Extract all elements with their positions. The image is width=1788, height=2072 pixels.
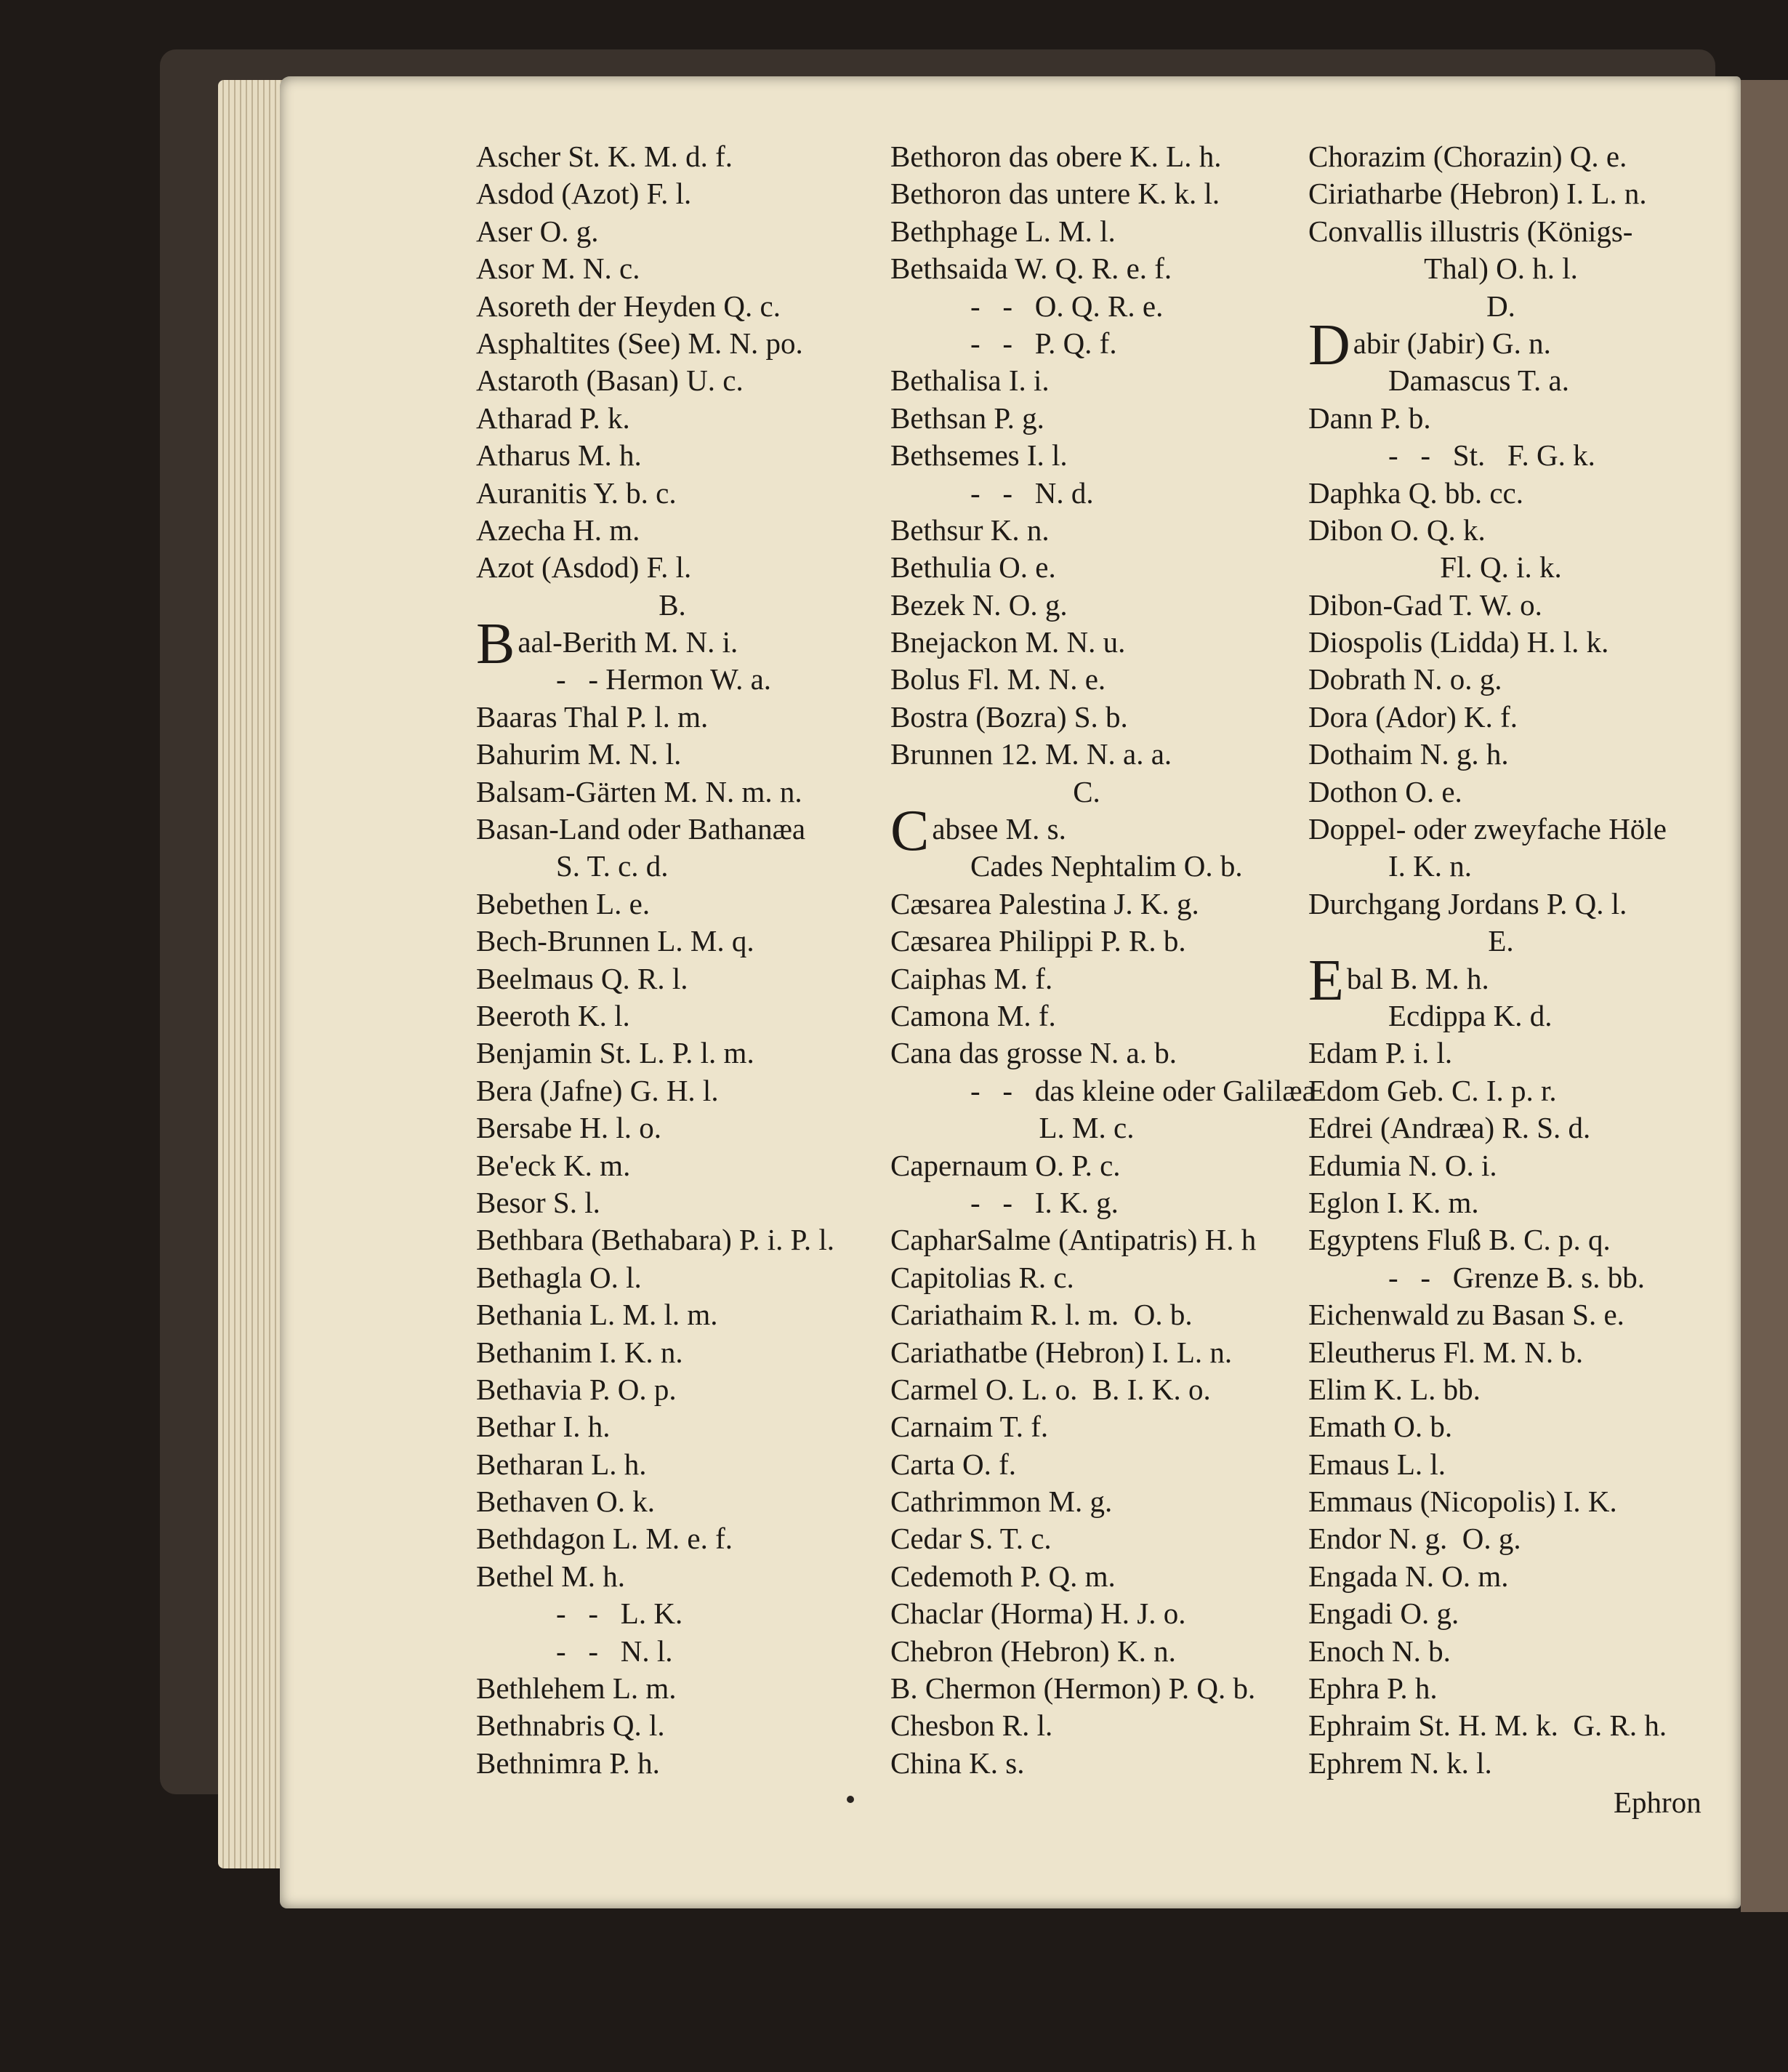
index-entry (890, 437, 1312, 474)
index-entry (476, 886, 898, 923)
index-entry (1308, 1221, 1723, 1258)
entry-text: Emath O. b. (1308, 1410, 1453, 1444)
catchword: Ephron (1614, 1786, 1702, 1819)
index-entry (1308, 1408, 1723, 1445)
index-entry (476, 1670, 898, 1707)
index-entry (1308, 1633, 1723, 1670)
entry-text: Bethnimra P. h. (476, 1746, 660, 1780)
entry-text: Balsam-Gärten M. N. m. n. (476, 774, 802, 808)
index-entry (1308, 1259, 1723, 1296)
index-entry (476, 923, 898, 960)
index-entry (1308, 1109, 1723, 1147)
index-entry (476, 549, 898, 586)
index-entry (890, 1221, 1312, 1258)
entry-text: Cades Nephtalim O. b. (970, 849, 1243, 883)
index-entry (476, 1334, 898, 1371)
entry-text: Betharan L. h. (476, 1447, 647, 1481)
entry-text: Bethbara (Bethabara) P. i. P. l. (476, 1223, 835, 1257)
index-entry (890, 736, 1312, 773)
index-entry (890, 1558, 1312, 1595)
index-entry (1308, 699, 1723, 736)
entry-text: Dothon O. e. (1308, 774, 1462, 808)
entry-text: Ephra P. h. (1308, 1671, 1438, 1706)
index-entry (476, 811, 898, 848)
index-entry (1308, 362, 1723, 399)
entry-text: Eichenwald zu Basan S. e. (1308, 1298, 1624, 1332)
index-entry (890, 1707, 1312, 1744)
entry-text: Dibon O. Q. k. (1308, 513, 1486, 547)
entry-text: - - Grenze B. s. bb. (1388, 1260, 1645, 1294)
entry-text: - - St. F. G. k. (1388, 438, 1595, 473)
index-entry (890, 848, 1312, 885)
index-entry (890, 1147, 1312, 1184)
index-entry (890, 774, 1312, 811)
entry-text: Bezek N. O. g. (890, 587, 1068, 622)
entry-text: Bethsur K. n. (890, 513, 1050, 547)
index-entry (476, 661, 898, 698)
index-entry (1308, 1446, 1723, 1483)
index-entry (1308, 1520, 1723, 1557)
entry-text: Durchgang Jordans P. Q. l. (1308, 886, 1627, 920)
entry-text: Cathrimmon M. g. (890, 1485, 1113, 1519)
entry-text: Astaroth (Basan) U. c. (476, 364, 744, 398)
index-entry (890, 1670, 1312, 1707)
index-entry (1308, 848, 1723, 885)
index-entry (476, 997, 898, 1035)
index-column-1 (476, 138, 898, 1782)
index-entry (1308, 313, 1723, 377)
index-entry (1308, 1296, 1723, 1333)
index-entry (1308, 997, 1723, 1035)
entry-text: Auranitis Y. b. c. (476, 475, 677, 510)
entry-text: - - N. d. (970, 475, 1094, 510)
index-entry (476, 437, 898, 474)
index-entry (1308, 661, 1723, 698)
entry-text: Bethavia P. O. p. (476, 1372, 677, 1406)
index-entry (476, 1483, 898, 1520)
entry-text: abir (Jabir) G. n. (1353, 326, 1551, 360)
entry-text: Edam P. i. l. (1308, 1036, 1453, 1070)
entry-text: Daphka Q. bb. cc. (1308, 475, 1524, 510)
entry-text: Bethphage L. M. l. (890, 214, 1116, 248)
index-entry (1308, 1670, 1723, 1707)
entry-text: Damascus T. a. (1388, 364, 1569, 398)
entry-text: Bethsemes I. l. (890, 438, 1068, 473)
entry-text: Engada N. O. m. (1308, 1559, 1509, 1593)
index-entry (476, 325, 898, 362)
entry-text: Bolus Fl. M. N. e. (890, 662, 1106, 696)
entry-text: Elim K. L. bb. (1308, 1372, 1481, 1406)
index-entry (890, 1259, 1312, 1296)
index-entry (476, 1296, 898, 1333)
entry-text: Chebron (Hebron) K. n. (890, 1634, 1176, 1668)
entry-text: - - L. K. (556, 1597, 683, 1631)
index-entry (890, 923, 1312, 960)
index-entry (1308, 774, 1723, 811)
entry-text: Asor M. N. c. (476, 252, 640, 286)
entry-text: Brunnen 12. M. N. a. a. (890, 737, 1172, 771)
entry-text: Bostra (Bozra) S. b. (890, 699, 1128, 734)
entry-text: Aser O. g. (476, 214, 599, 248)
entry-text: Bethanim I. K. n. (476, 1335, 683, 1369)
index-entry (1308, 1745, 1723, 1782)
entry-text: Ascher St. K. M. d. f. (476, 140, 733, 173)
index-entry (1308, 736, 1723, 773)
index-entry (1308, 1558, 1723, 1595)
index-entry (890, 1446, 1312, 1483)
index-entry (476, 1259, 898, 1296)
entry-text: Beeroth K. l. (476, 998, 630, 1032)
index-entry (476, 1072, 898, 1109)
entry-text: Dora (Ador) K. f. (1308, 699, 1518, 734)
index-entry (476, 400, 898, 437)
index-entry (890, 587, 1312, 624)
entry-text: Bethlehem L. m. (476, 1671, 677, 1706)
index-entry (1308, 1595, 1723, 1632)
entry-text: Ephraim St. H. M. k. G. R. h. (1308, 1708, 1667, 1743)
index-entry (890, 1371, 1312, 1408)
entry-text: Ephrem N. k. l. (1308, 1746, 1492, 1780)
entry-text: Bethoron das untere K. k. l. (890, 177, 1220, 211)
entry-text: Asdod (Azot) F. l. (476, 177, 692, 211)
index-entry (476, 288, 898, 325)
entry-text: - - N. l. (556, 1634, 673, 1668)
index-entry (890, 1334, 1312, 1371)
index-entry (890, 1109, 1312, 1147)
index-entry (890, 213, 1312, 250)
index-entry (1308, 1035, 1723, 1072)
entry-text: C. (1073, 774, 1100, 808)
index-entry (476, 612, 898, 677)
index-column-2 (890, 138, 1316, 1782)
index-entry (476, 1446, 898, 1483)
index-entry (890, 138, 1312, 175)
index-entry (476, 1184, 898, 1221)
index-entry (890, 1633, 1312, 1670)
entry-text: Emaus L. l. (1308, 1447, 1446, 1481)
entry-text: Cariathatbe (Hebron) I. L. n. (890, 1335, 1233, 1369)
index-entry (1308, 400, 1723, 437)
index-entry (1308, 948, 1723, 1013)
entry-text: S. T. c. d. (556, 849, 669, 883)
entry-text: Chesbon R. l. (890, 1708, 1053, 1743)
entry-text: - - Hermon W. a. (556, 662, 772, 696)
entry-text: Ecdippa K. d. (1388, 998, 1553, 1032)
index-entry (1308, 1707, 1723, 1744)
facing-page-edge (1741, 80, 1788, 1912)
index-entry (476, 1035, 898, 1072)
entry-text: Bethoron das obere K. L. h. (890, 140, 1222, 173)
index-entry (1308, 811, 1723, 848)
entry-text: Capitolias R. c. (890, 1260, 1074, 1294)
entry-text: China K. s. (890, 1746, 1025, 1780)
index-entry (890, 1745, 1312, 1782)
index-entry (890, 475, 1312, 512)
index-entry (476, 250, 898, 287)
entry-text: Cariathaim R. l. m. O. b. (890, 1298, 1193, 1332)
index-entry (476, 512, 898, 549)
entry-text: Cæsarea Palestina J. K. g. (890, 886, 1199, 920)
index-entry (1308, 1072, 1723, 1109)
index-entry (890, 661, 1312, 698)
index-entry (1308, 587, 1723, 624)
index-entry (890, 699, 1312, 736)
index-entry (890, 886, 1312, 923)
index-entry (890, 325, 1312, 362)
entry-text: Cana das grosse N. a. b. (890, 1036, 1177, 1070)
entry-text: - - das kleine oder Galilæa (970, 1073, 1316, 1107)
entry-text: Edumia N. O. i. (1308, 1148, 1497, 1182)
initial-letter: C (890, 799, 930, 864)
index-entry (1308, 475, 1723, 512)
index-entry (890, 250, 1312, 287)
entry-text: CapharSalme (Antipatris) H. h (890, 1223, 1257, 1257)
index-entry (476, 1707, 898, 1744)
entry-text: Doppel- oder zweyfache Höle (1308, 812, 1667, 846)
entry-text: Azecha H. m. (476, 513, 640, 547)
index-entry (476, 848, 898, 885)
entry-text: Edrei (Andræa) R. S. d. (1308, 1111, 1591, 1145)
entry-text: Eglon I. K. m. (1308, 1185, 1479, 1219)
entry-text: Bethnabris Q. l. (476, 1708, 665, 1743)
entry-text: Chaclar (Horma) H. J. o. (890, 1597, 1186, 1631)
entry-text: Be'eck K. m. (476, 1148, 631, 1182)
entry-text: Besor S. l. (476, 1185, 600, 1219)
index-entry (476, 213, 898, 250)
entry-text: L. M. c. (1039, 1111, 1135, 1145)
index-entry (890, 1072, 1316, 1109)
index-entry (476, 960, 898, 997)
index-entry (476, 1520, 898, 1557)
entry-text: Asphaltites (See) M. N. po. (476, 326, 803, 360)
index-entry (1308, 1483, 1723, 1520)
entry-text: Chorazim (Chorazin) Q. e. (1308, 140, 1627, 173)
entry-text: Bersabe H. l. o. (476, 1111, 662, 1145)
index-entry (1308, 437, 1723, 474)
index-entry (890, 288, 1312, 325)
entry-text: Edom Geb. C. I. p. r. (1308, 1073, 1557, 1107)
entry-text: Convallis illustris (Königs- (1308, 214, 1633, 248)
index-entry (476, 362, 898, 399)
entry-text: Egyptens Fluß B. C. p. q. (1308, 1223, 1611, 1257)
index-entry (1308, 512, 1723, 549)
entry-text: Cedemoth P. Q. m. (890, 1559, 1116, 1593)
index-entry (476, 699, 898, 736)
index-entry (476, 1595, 898, 1632)
entry-text: Fl. Q. i. k. (1440, 550, 1562, 585)
ink-spot (847, 1796, 854, 1803)
entry-text: Capernaum O. P. c. (890, 1148, 1121, 1182)
index-entry (890, 1184, 1312, 1221)
index-entry (476, 587, 898, 624)
index-entry (1308, 175, 1723, 212)
entry-text: Bethsan P. g. (890, 401, 1044, 435)
entry-text: Carmel O. L. o. B. I. K. o. (890, 1372, 1211, 1406)
index-entry (476, 736, 898, 773)
index-entry (890, 362, 1312, 399)
index-entry (890, 960, 1312, 997)
entry-text: Camona M. f. (890, 998, 1056, 1032)
index-entry (476, 1745, 898, 1782)
entry-text: Dobrath N. o. g. (1308, 662, 1502, 696)
entry-text: Bera (Jafne) G. H. l. (476, 1073, 719, 1107)
entry-text: Dann P. b. (1308, 401, 1431, 435)
entry-text: Bethsaida W. Q. R. e. f. (890, 252, 1172, 286)
index-entry (890, 624, 1312, 661)
index-entry (890, 175, 1312, 212)
index-entry (890, 1595, 1312, 1632)
entry-text: B. (659, 587, 686, 622)
entry-text: I. K. n. (1388, 849, 1473, 883)
index-entry (476, 138, 898, 175)
entry-text: Bethania L. M. l. m. (476, 1298, 718, 1332)
initial-letter: B (476, 612, 515, 677)
entry-text: Atharad P. k. (476, 401, 630, 435)
index-entry (1308, 1147, 1723, 1184)
entry-text: Ciriatharbe (Hebron) I. L. n. (1308, 177, 1647, 211)
entry-text: Dothaim N. g. h. (1308, 737, 1509, 771)
entry-text: Benjamin St. L. P. l. m. (476, 1036, 754, 1070)
entry-text: Bethel M. h. (476, 1559, 625, 1593)
index-entry (476, 1633, 898, 1670)
index-entry (1308, 1184, 1723, 1221)
index-entry (1308, 549, 1723, 586)
index-entry (890, 1520, 1312, 1557)
entry-text: Cedar S. T. c. (890, 1522, 1052, 1556)
entry-text: Diospolis (Lidda) H. l. k. (1308, 625, 1609, 659)
index-entry (476, 475, 898, 512)
entry-text: Emmaus (Nicopolis) I. K. (1308, 1485, 1617, 1519)
entry-text: Bech-Brunnen L. M. q. (476, 924, 754, 958)
entry-text: Asoreth der Heyden Q. c. (476, 289, 781, 323)
entry-text: Carta O. f. (890, 1447, 1017, 1481)
entry-text: B. Chermon (Hermon) P. Q. b. (890, 1671, 1256, 1706)
index-entry (1308, 1334, 1723, 1371)
entry-text: aal-Berith M. N. i. (518, 625, 738, 659)
index-entry (476, 1371, 898, 1408)
initial-letter: E (1308, 948, 1344, 1013)
entry-text: Eleutherus Fl. M. N. b. (1308, 1335, 1584, 1369)
entry-text: Bethdagon L. M. e. f. (476, 1522, 733, 1556)
index-entry (890, 400, 1312, 437)
entry-text: Bethulia O. e. (890, 550, 1056, 585)
entry-text: - - P. Q. f. (970, 326, 1117, 360)
entry-text: - - O. Q. R. e. (970, 289, 1164, 323)
entry-text: Bahurim M. N. l. (476, 737, 682, 771)
entry-text: bal B. M. h. (1346, 961, 1489, 995)
entry-text: Engadi O. g. (1308, 1597, 1459, 1631)
entry-text: Beelmaus Q. R. l. (476, 961, 688, 995)
index-entry (1308, 1371, 1723, 1408)
entry-text: Bethagla O. l. (476, 1260, 642, 1294)
entry-text: Azot (Asdod) F. l. (476, 550, 692, 585)
entry-text: D. (1486, 289, 1515, 323)
entry-text: Carnaim T. f. (890, 1410, 1049, 1444)
index-entry (476, 1558, 898, 1595)
entry-text: - - I. K. g. (970, 1185, 1119, 1219)
entry-text: absee M. s. (932, 812, 1066, 846)
index-entry (890, 512, 1312, 549)
entry-text: Dibon-Gad T. W. o. (1308, 587, 1542, 622)
index-entry (890, 549, 1312, 586)
index-entry (1308, 250, 1723, 287)
entry-text: Bnejackon M. N. u. (890, 625, 1126, 659)
entry-text: Cæsarea Philippi P. R. b. (890, 924, 1186, 958)
index-entry (1308, 138, 1723, 175)
index-entry (1308, 213, 1723, 250)
entry-text: Bethalisa I. i. (890, 364, 1050, 398)
entry-text: E. (1488, 924, 1514, 958)
entry-text: Baaras Thal P. l. m. (476, 699, 709, 734)
entry-text: Caiphas M. f. (890, 961, 1053, 995)
initial-letter: D (1308, 313, 1350, 377)
entry-text: Thal) O. h. l. (1424, 252, 1578, 286)
index-entry (1308, 624, 1723, 661)
index-entry (476, 1147, 898, 1184)
index-entry (476, 1109, 898, 1147)
index-entry (1308, 923, 1723, 960)
index-column-3 (1308, 138, 1723, 1782)
entry-text: Basan-Land oder Bathanæa (476, 812, 806, 846)
index-entry (890, 799, 1312, 864)
entry-text: Endor N. g. O. g. (1308, 1522, 1521, 1556)
index-entry (476, 774, 898, 811)
index-entry (476, 1408, 898, 1445)
index-entry (890, 997, 1312, 1035)
index-entry (890, 1296, 1312, 1333)
index-entry (890, 1483, 1312, 1520)
entry-text: Bethar I. h. (476, 1410, 611, 1444)
index-entry (1308, 886, 1723, 923)
index-entry (890, 1408, 1312, 1445)
entry-text: Atharus M. h. (476, 438, 642, 473)
index-entry (1308, 288, 1723, 325)
entry-text: Enoch N. b. (1308, 1634, 1451, 1668)
index-entry (476, 1221, 898, 1258)
index-entry (476, 175, 898, 212)
entry-text: Bebethen L. e. (476, 886, 651, 920)
index-entry (890, 1035, 1312, 1072)
entry-text: Bethaven O. k. (476, 1485, 655, 1519)
